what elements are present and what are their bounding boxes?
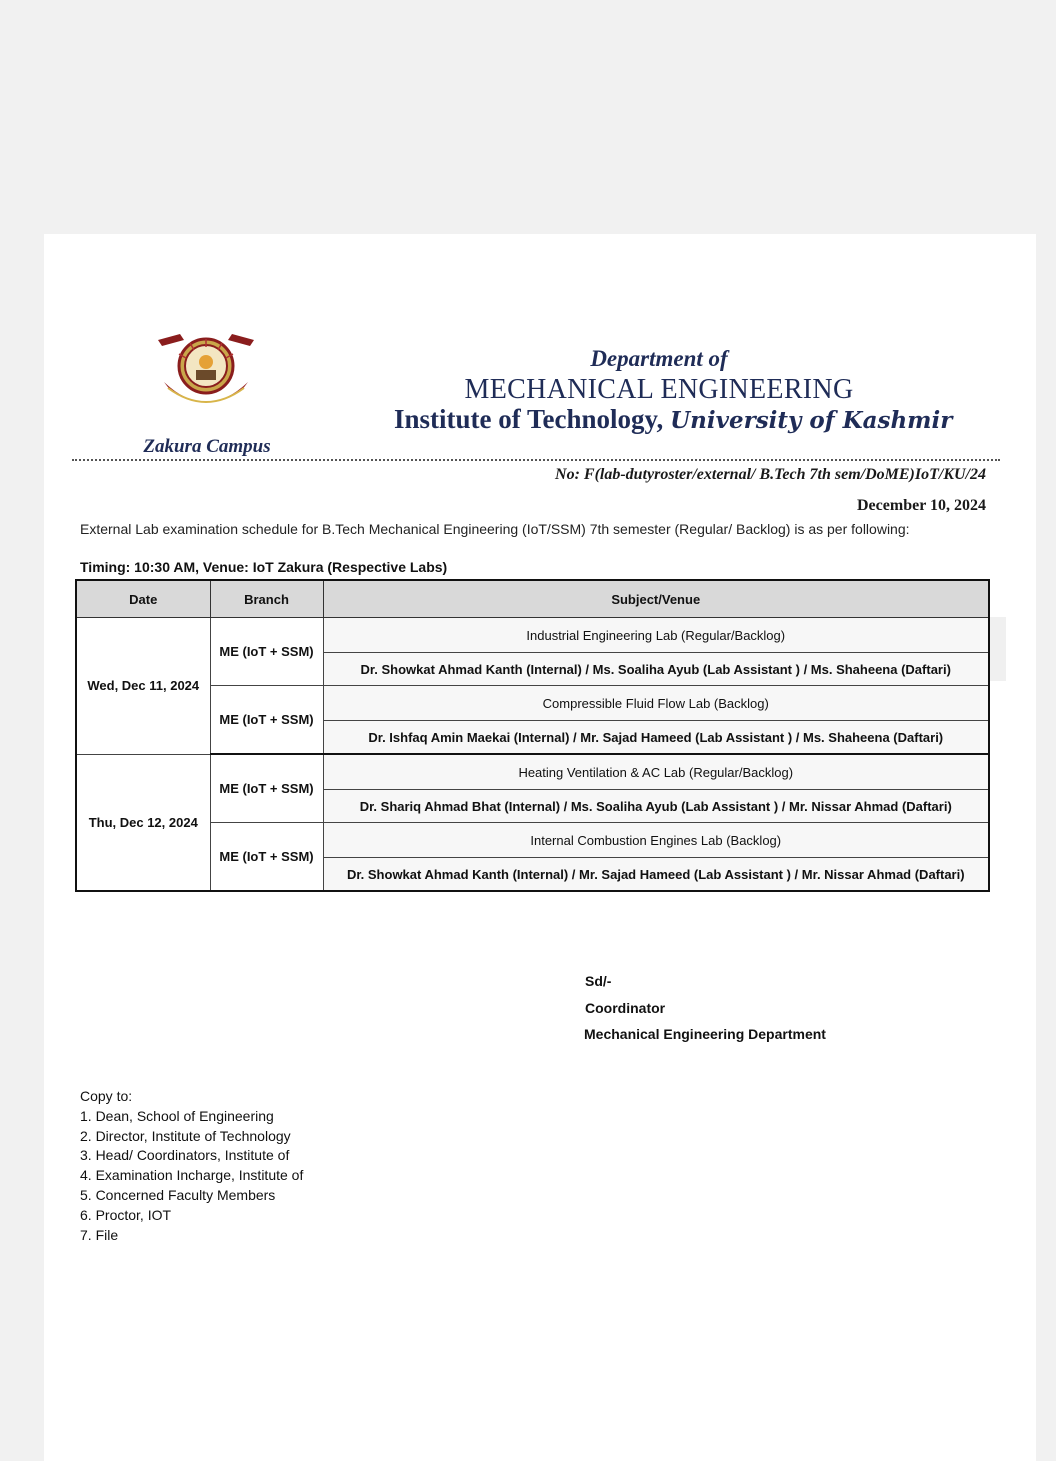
date-cell: Thu, Dec 12, 2024	[76, 754, 210, 891]
staff-cell: Dr. Showkat Ahmad Kanth (Internal) / Mr. Sajad Hameed (Lab Assistant ) / Mr. Nissar Ahmad (Daftari)	[323, 858, 989, 892]
list-item: 6. Proctor, IOT	[80, 1206, 172, 1223]
staff-cell: Dr. Showkat Ahmad Kanth (Internal) / Ms. Soaliha Ayub (Lab Assistant ) / Ms. Shaheena (Daftari)	[323, 653, 989, 686]
branch-cell: ME (IoT + SSM)	[210, 686, 323, 755]
table-side-shade	[989, 617, 1006, 681]
intro-paragraph: External Lab examination schedule for B.Tech Mechanical Engineering (IoT/SSM) 7th semester (Regular/ Backlog) is as per following:	[80, 521, 910, 537]
copy-to-list	[80, 1107, 303, 1246]
list-item: 2. Director, Institute of Technology	[80, 1127, 291, 1144]
subject-cell: Industrial Engineering Lab (Regular/Backlog)	[323, 618, 989, 653]
column-header-subject: Subject/Venue	[323, 580, 989, 618]
campus-name: Zakura Campus	[143, 436, 271, 457]
subject-cell: Internal Combustion Engines Lab (Backlog)	[323, 823, 989, 858]
letterhead-divider	[72, 459, 1000, 461]
table-row	[76, 618, 989, 653]
table-row	[76, 754, 989, 790]
table-header-row	[76, 580, 989, 618]
subject-cell: Heating Ventilation & AC Lab (Regular/Backlog)	[323, 754, 989, 790]
list-item: 1. Dean, School of Engineering	[80, 1107, 274, 1124]
table-row	[76, 823, 989, 858]
university-name: University of Kashmir	[670, 407, 953, 434]
reference-number: No: F(lab-dutyroster/external/ B.Tech 7th sem/DoME)IoT/KU/24	[555, 466, 986, 483]
copy-to-section	[80, 1087, 303, 1245]
institute-name: Institute of Technology,	[394, 404, 664, 434]
list-item: 4. Examination Incharge, Institute of	[80, 1167, 304, 1184]
document-page	[44, 234, 1036, 1461]
branch-cell: ME (IoT + SSM)	[210, 823, 323, 892]
signature-sd: Sd/-	[585, 973, 612, 989]
column-header-branch: Branch	[210, 580, 323, 618]
university-seal-logo	[150, 330, 262, 408]
copy-to-label: Copy to:	[80, 1088, 133, 1104]
branch-cell: ME (IoT + SSM)	[210, 754, 323, 823]
staff-cell: Dr. Ishfaq Amin Maekai (Internal) / Mr. Sajad Hameed (Lab Assistant ) / Ms. Shaheena (Daftari)	[323, 721, 989, 755]
department-of-label: Department of	[590, 346, 728, 371]
list-item: 3. Head/ Coordinators, Institute of	[80, 1147, 290, 1164]
issue-date: December 10, 2024	[857, 497, 986, 514]
timing-venue: Timing: 10:30 AM, Venue: IoT Zakura (Respective Labs)	[80, 559, 448, 575]
subject-cell: Compressible Fluid Flow Lab (Backlog)	[323, 686, 989, 721]
institute-line	[394, 404, 953, 435]
signature-title: Coordinator	[585, 1000, 666, 1016]
list-item: 5. Concerned Faculty Members	[80, 1186, 276, 1203]
list-item: 7. File	[80, 1226, 119, 1243]
exam-schedule-table	[75, 579, 990, 892]
column-header-date: Date	[76, 580, 210, 618]
date-cell: Wed, Dec 11, 2024	[76, 618, 210, 755]
branch-cell: ME (IoT + SSM)	[210, 618, 323, 686]
signature-department: Mechanical Engineering Department	[584, 1026, 826, 1042]
table-row	[76, 686, 989, 721]
department-name: MECHANICAL ENGINEERING	[464, 374, 854, 405]
staff-cell: Dr. Shariq Ahmad Bhat (Internal) / Ms. Soaliha Ayub (Lab Assistant ) / Mr. Nissar Ahmad (Daftari)	[323, 790, 989, 823]
